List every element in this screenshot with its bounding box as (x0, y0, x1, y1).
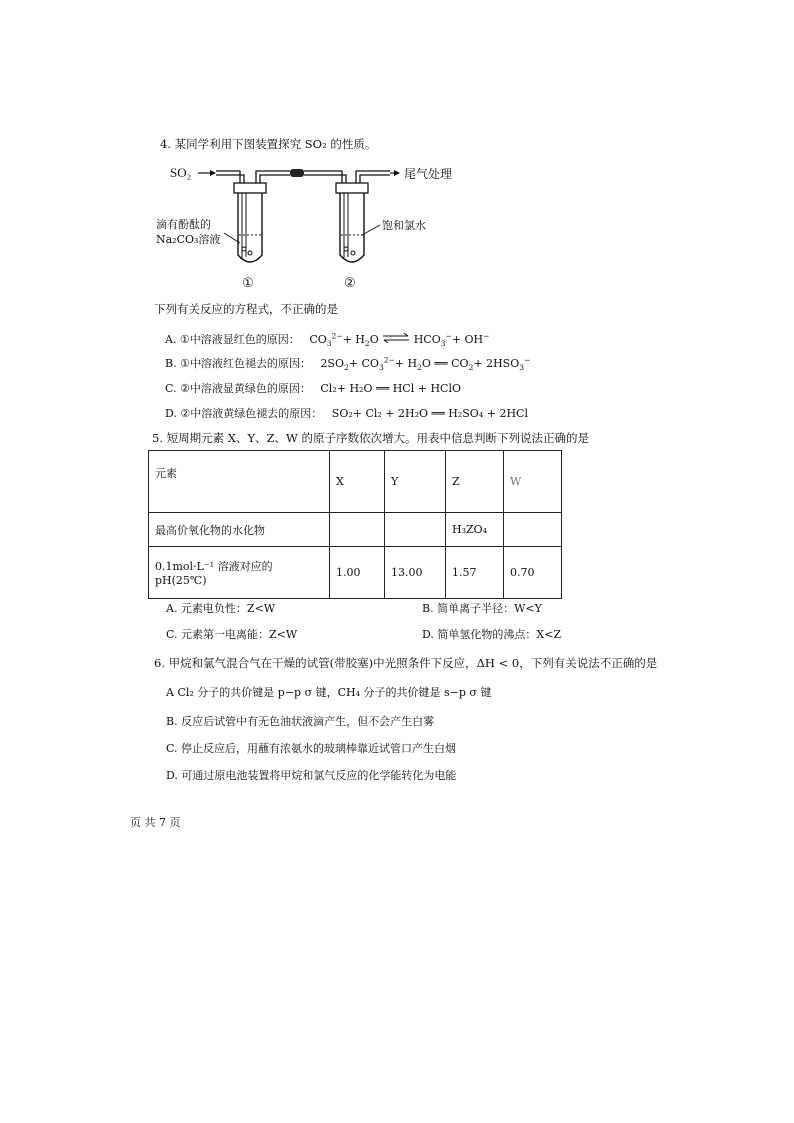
q4-option-a (165, 331, 489, 347)
q4-question: 下列有关反应的方程式，不正确的是 (154, 302, 338, 316)
q4-option-d-equation: SO₂+ Cl₂ + 2H₂O ══ H₂SO₄ + 2HCl (331, 407, 528, 420)
right-reagent: 饱和氯水 (382, 219, 426, 232)
element-table (148, 450, 562, 599)
q6-option-b: B. 反应后试管中有无色油状液滴产生，但不会产生白雾 (166, 715, 435, 728)
q4-option-b-prefix: B. ①中溶液红色褪去的原因： (165, 357, 311, 370)
table-cell: X (330, 451, 385, 513)
q5-title: 5. 短周期元素 X、Y、Z、W 的原子序数依次增大。用表中信息判断下列说法正确的是 (152, 431, 590, 445)
tail-gas-label: 尾气处理 (404, 167, 453, 181)
q4-option-a-prefix: A. ①中溶液显红色的原因： (165, 333, 300, 346)
q4-option-d (165, 405, 528, 421)
table-cell: 1.00 (330, 547, 385, 599)
q5-option-b: B. 简单离子半径：W<Y (422, 602, 542, 615)
page-footer: 页 共 7 页 (130, 816, 181, 829)
tube-2-label: ② (344, 275, 356, 290)
tube-1-label: ① (242, 275, 254, 290)
q5-option-c: C. 元素第一电离能：Z<W (166, 628, 298, 641)
table-cell: 0.70 (504, 547, 562, 599)
table-cell: Z (446, 451, 504, 513)
table-cell: Y (385, 451, 446, 513)
table-cell: 13.00 (385, 547, 446, 599)
table-cell: W (504, 451, 562, 513)
table-cell: 0.1mol·L⁻¹ 溶液对应的 pH(25℃) (149, 547, 330, 599)
q4-option-b-equation: $2SO_2+ CO_3^{2-}+ H_2O$ ══ $CO_2+ 2HSO_3^-$ (320, 355, 531, 373)
q4-option-c-equation: Cl₂+ H₂O ══ HCl + HClO (320, 382, 461, 395)
so2-label: SO₂ (170, 165, 192, 180)
table-cell (385, 513, 446, 547)
q5-option-d: D. 简单氢化物的沸点：X<Z (422, 628, 562, 641)
left-reagent-line1: 滴有酚酞的 (156, 218, 211, 231)
q6-option-d: D. 可通过原电池装置将甲烷和氯气反应的化学能转化为电能 (166, 769, 457, 782)
q4-option-a-equation: $CO_3^{2-}+ H_2O$ $HCO_3^-+ OH^-$ (309, 331, 490, 349)
left-reagent-line2: Na₂CO₃溶液 (156, 233, 221, 246)
q6-title: 6. 甲烷和氯气混合气在干燥的试管(带胶塞)中光照条件下反应，ΔH < 0，下列有关说法不正确的是 (154, 656, 658, 670)
q4-option-b (165, 355, 530, 371)
table-cell (330, 513, 385, 547)
q4-option-c-prefix: C. ②中溶液显黄绿色的原因： (165, 382, 311, 395)
table-cell: H₃ZO₄ (446, 513, 504, 547)
table-cell: 元素 (149, 451, 330, 513)
q6-option-c: C. 停止反应后，用蘸有浓氨水的玻璃棒靠近试管口产生白烟 (166, 742, 457, 755)
table-row (149, 513, 562, 547)
table-row (149, 451, 562, 513)
table-cell (504, 513, 562, 547)
q6-option-a: A Cl₂ 分子的共价键是 p−p σ 键，CH₄ 分子的共价键是 s−p σ 键 (166, 686, 492, 699)
q4-title: 4. 某同学利用下图装置探究 SO₂ 的性质。 (160, 137, 377, 151)
q4-option-c (165, 380, 461, 396)
table-row (149, 547, 562, 599)
q4-option-d-prefix: D. ②中溶液黄绿色褪去的原因： (165, 407, 323, 420)
table-cell: 最高价氧化物的水化物 (149, 513, 330, 547)
table-cell: 1.57 (446, 547, 504, 599)
q5-option-a: A. 元素电负性：Z<W (166, 602, 276, 615)
